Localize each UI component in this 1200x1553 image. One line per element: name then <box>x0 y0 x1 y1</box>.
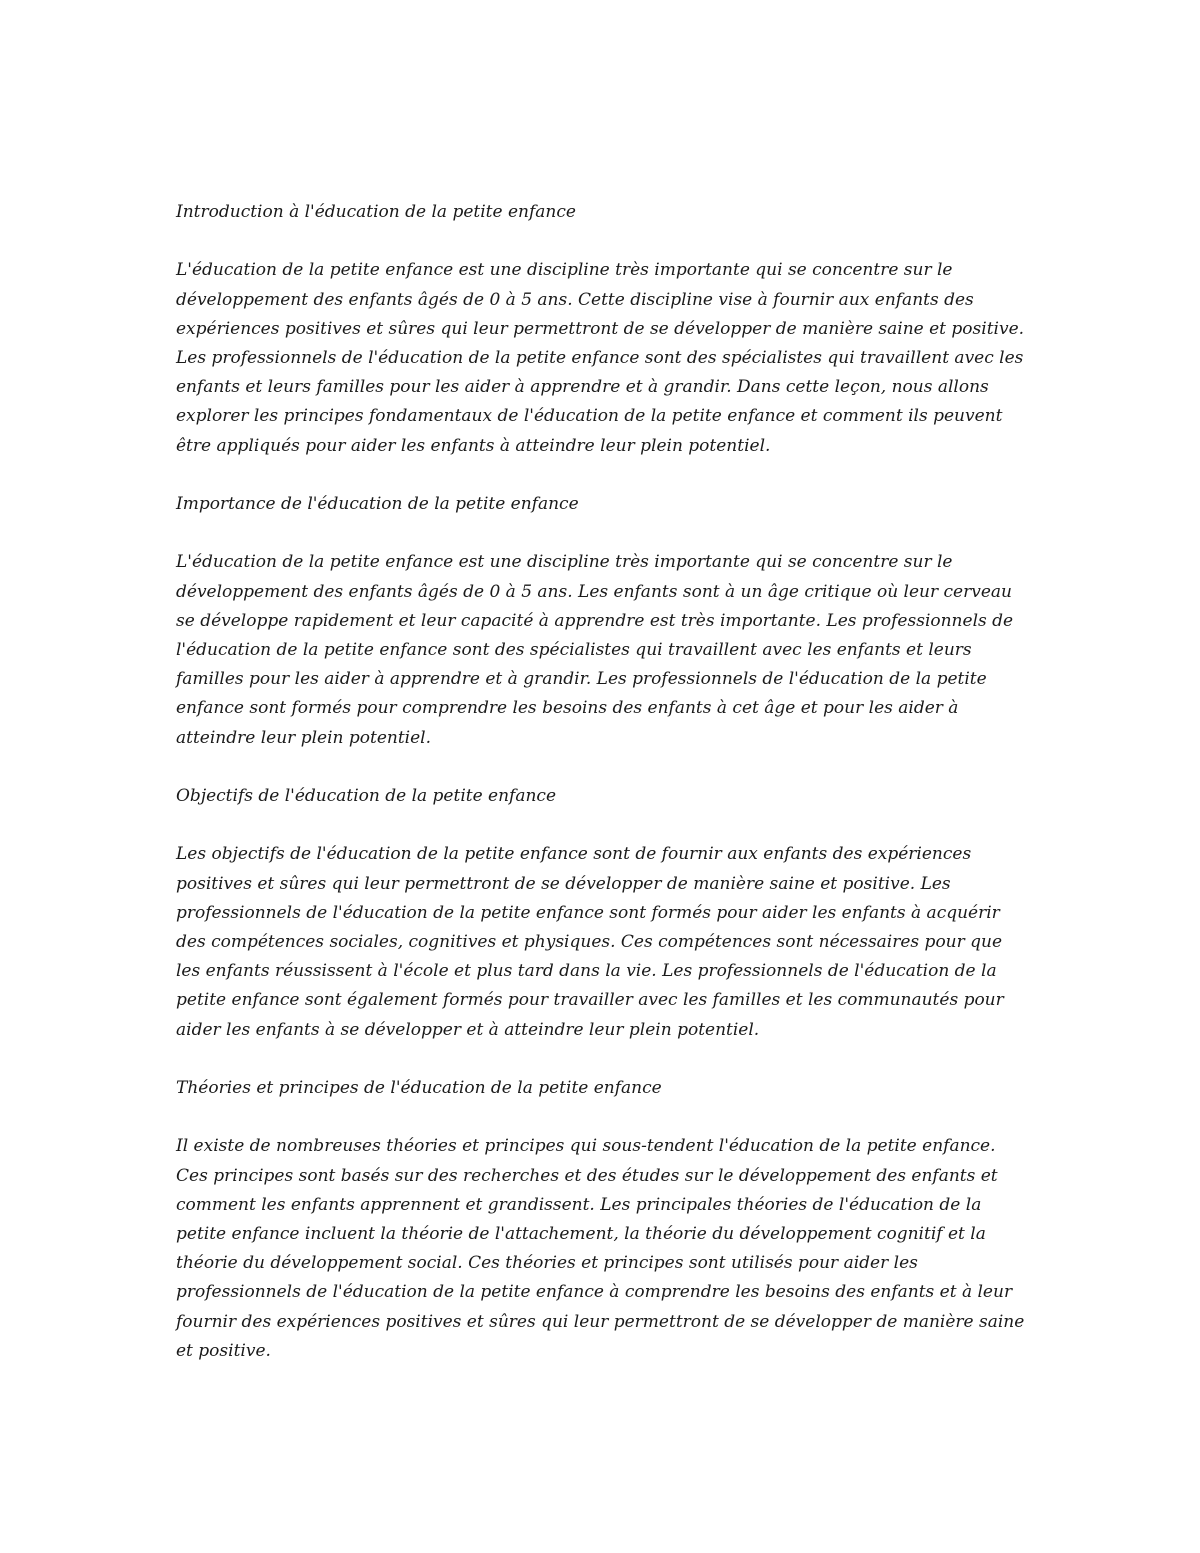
section-paragraph-objectifs: Les objectifs de l'éducation de la petite enfance sont de fournir aux enfants des expériences positives et sûres qui leur permettront de se développer de manière saine et positive. Les professionnels de l'éducation de la petite enfance sont formés pour aider les enfants à acquérir des compétences sociales, cognitives et physiques. Ces compétences sont nécessaires pour que les enfants réussissent à l'école et plus tard dans la vie. Les professionnels de l'éducation de la petite enfance sont également formés pour travailler avec les familles et les communautés pour aider les enfants à se développer et à atteindre leur plein potentiel. <box>176 844 1004 1040</box>
section-paragraph-theories: Il existe de nombreuses théories et principes qui sous-tendent l'éducation de la petite enfance. Ces principes sont basés sur des recherches et des études sur le développement des enfants et comment les enfants apprennent et grandissent. Les principales théories de l'éducation de la petite enfance incluent la théorie de l'attachement, la théorie du développement cognitif et la théorie du développement social. Ces théories et principes sont utilisés pour aider les professionnels de l'éducation de la petite enfance à comprendre les besoins des enfants et à leur fournir des expériences positives et sûres qui leur permettront de se développer de manière saine et positive. <box>176 1136 1025 1361</box>
section-paragraph-introduction: L'éducation de la petite enfance est une discipline très importante qui se concentre sur le développement des enfants âgés de 0 à 5 ans. Cette discipline vise à fournir aux enfants des expériences positives et sûres qui leur permettront de se développer de manière saine et positive. Les professionnels de l'éducation de la petite enfance sont des spécialistes qui travaillent avec les enfants et leurs familles pour les aider à apprendre et à grandir. Dans cette leçon, nous allons explorer les principes fondamentaux de l'éducation de la petite enfance et comment ils peuvent être appliqués pour aider les enfants à atteindre leur plein potentiel. <box>176 260 1025 456</box>
section-paragraph-importance: L'éducation de la petite enfance est une discipline très importante qui se concentre sur le développement des enfants âgés de 0 à 5 ans. Les enfants sont à un âge critique où leur cerveau se développe rapidement et leur capacité à apprendre est très importante. Les professionnels de l'éducation de la petite enfance sont des spécialistes qui travaillent avec les enfants et leurs familles pour les aider à apprendre et à grandir. Les professionnels de l'éducation de la petite enfance sont formés pour comprendre les besoins des enfants à cet âge et pour les aider à atteindre leur plein potentiel. <box>176 552 1014 748</box>
section-heading-introduction: Introduction à l'éducation de la petite enfance <box>176 202 576 222</box>
document-body <box>176 198 1028 1395</box>
section-heading-objectifs: Objectifs de l'éducation de la petite enfance <box>176 786 557 806</box>
section-heading-importance: Importance de l'éducation de la petite enfance <box>176 494 579 514</box>
section-heading-theories: Théories et principes de l'éducation de la petite enfance <box>176 1078 662 1098</box>
